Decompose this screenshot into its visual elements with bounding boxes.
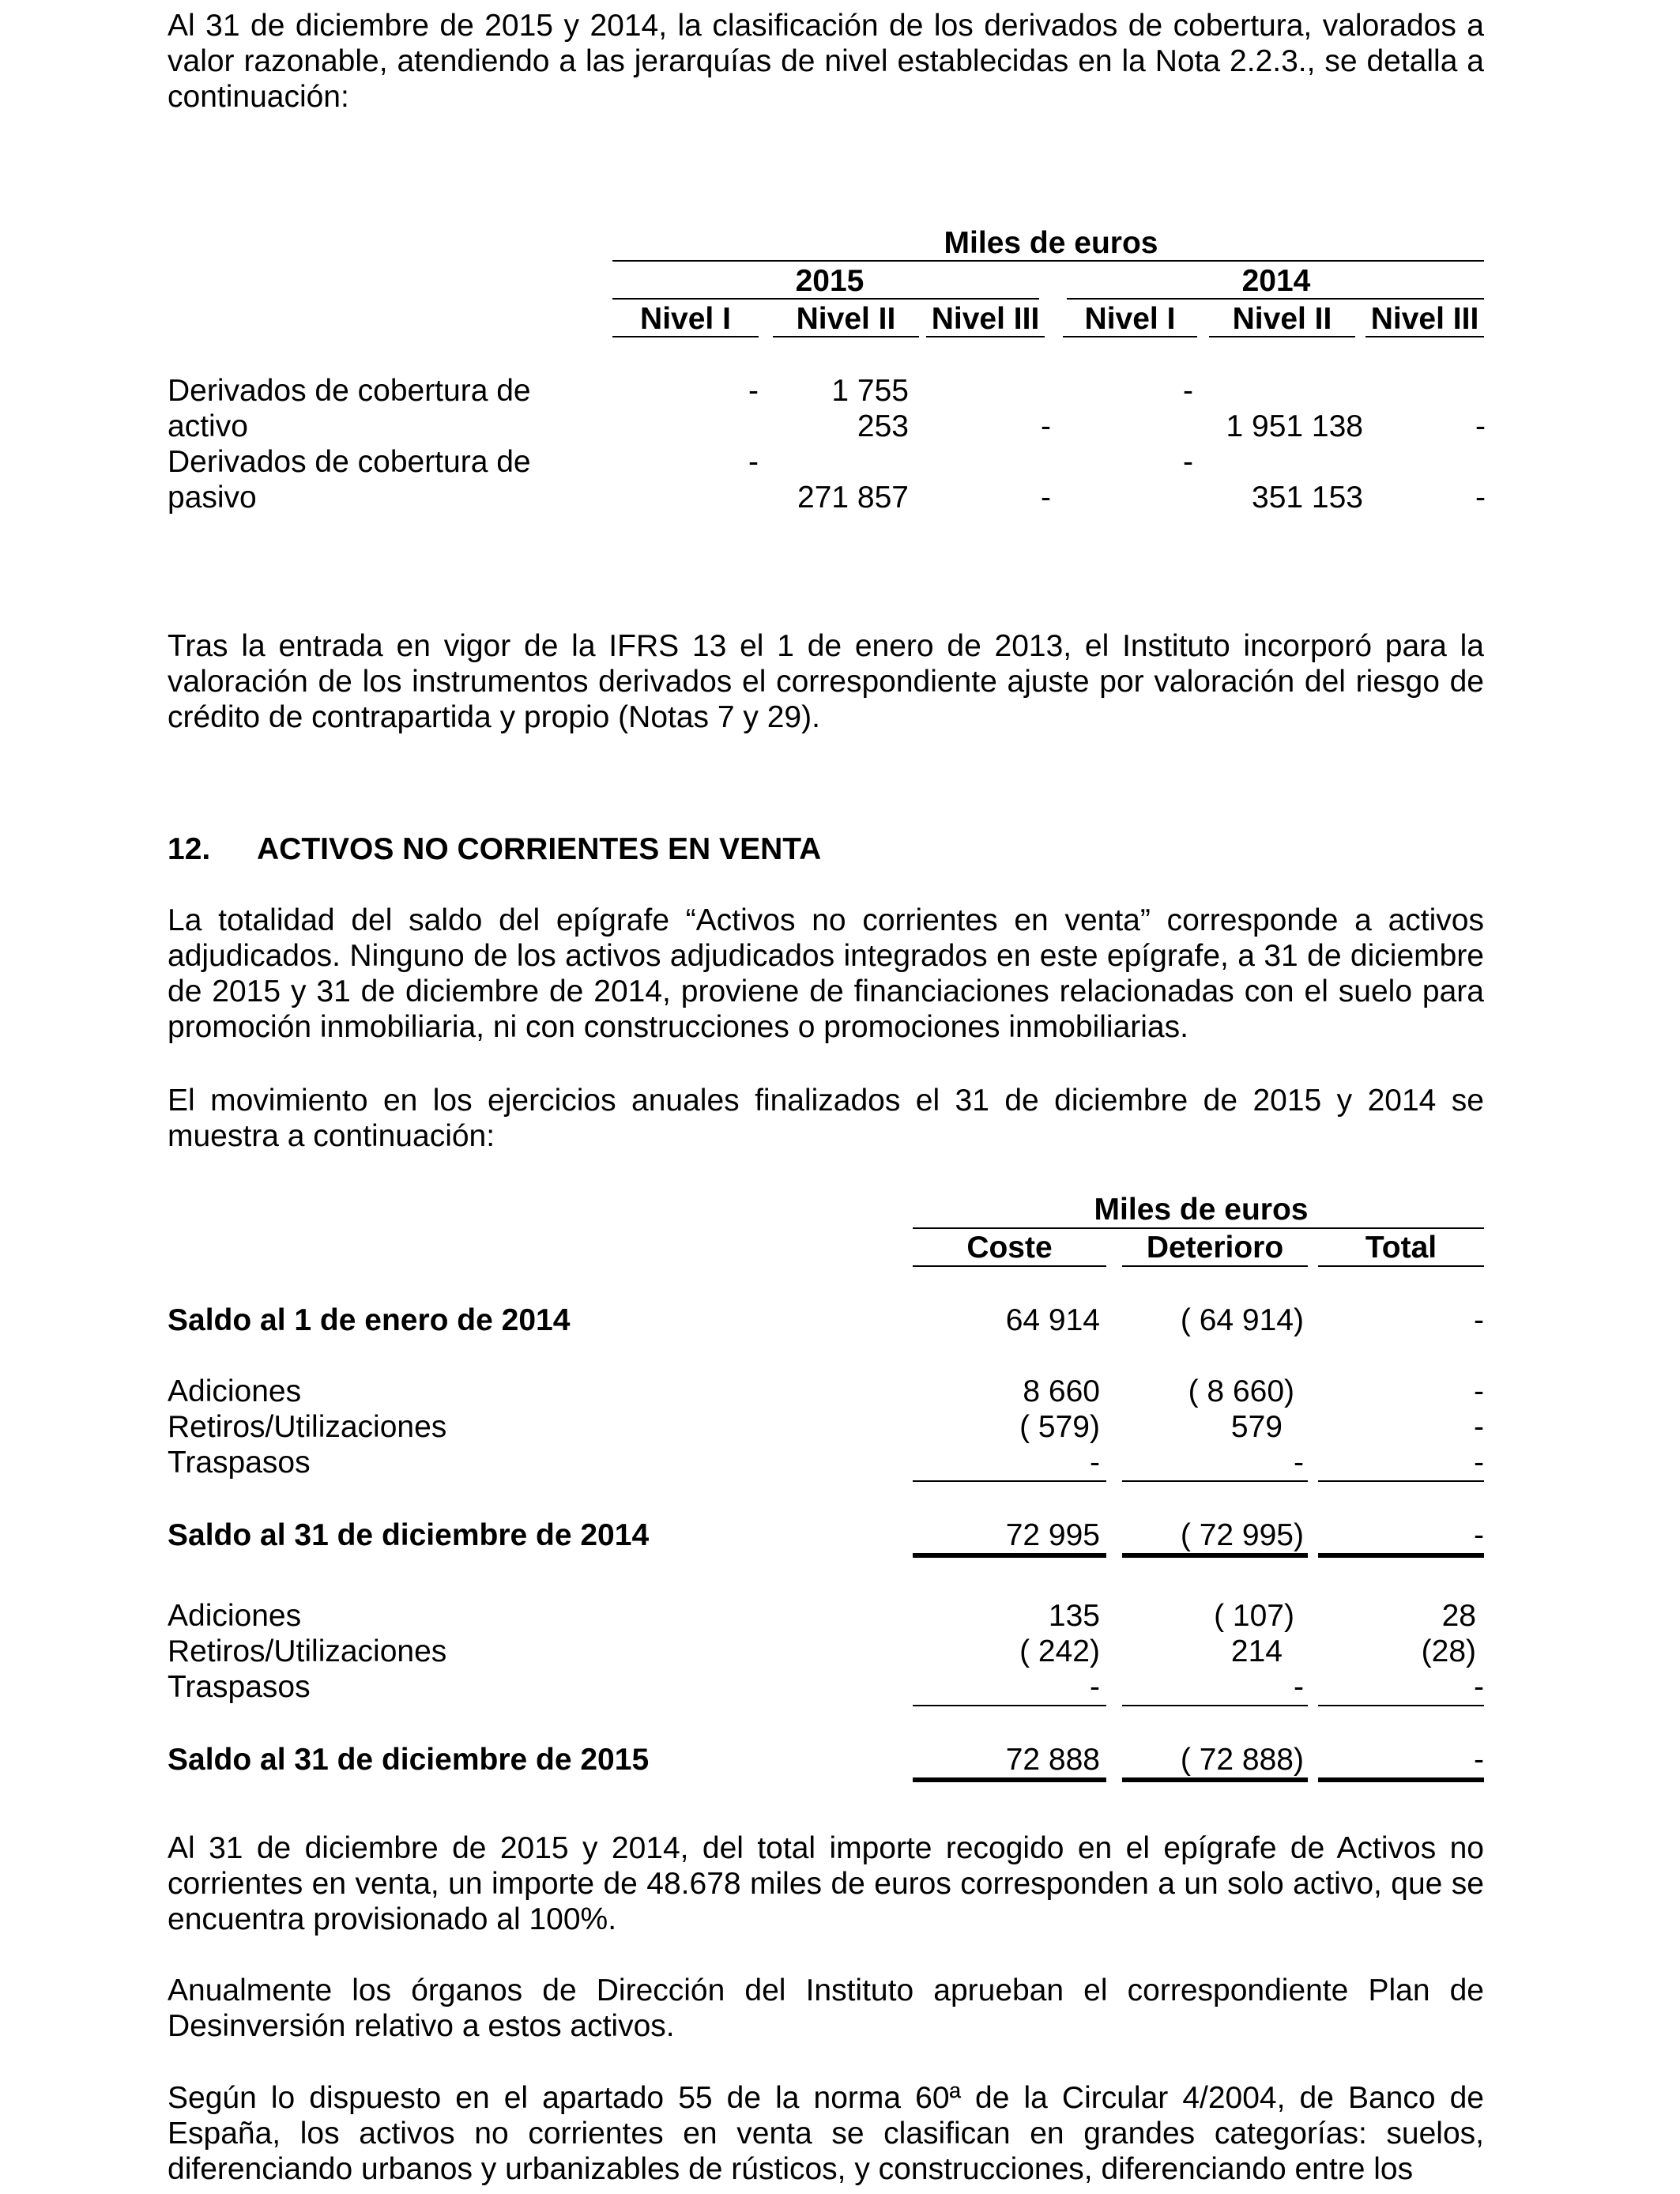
closing-paragraph: Anualmente los órganos de Dirección del Instituto aprueban el correspondiente Plan de Desinversión relativo a estos activos.: [168, 1973, 1484, 2043]
table1-col-header: Nivel III: [1370, 302, 1479, 336]
table1-header-rule: [773, 336, 919, 337]
closing-paragraph: Al 31 de diciembre de 2015 y 2014, del total importe recogido en el epígrafe de Activos no corrientes en venta, un importe de 48.678 miles de euros corresponden a un solo activo, que se encuentra provisionado al 100%.: [168, 1831, 1484, 1936]
table2-cell: 135: [1048, 1599, 1100, 1633]
table1-row-label: activo: [168, 409, 248, 443]
table2-header-rule: [1122, 1265, 1308, 1267]
table2-row-label: Saldo al 31 de diciembre de 2014: [168, 1518, 650, 1552]
table2-cell: -: [1474, 1518, 1484, 1552]
table2-col-header: Total: [1365, 1231, 1437, 1265]
table2-cell: ( 64 914): [1180, 1303, 1304, 1337]
total-double-rule: [1122, 1777, 1308, 1782]
table1-col-header: Nivel I: [1084, 302, 1176, 336]
table1-header-rule: [612, 336, 759, 337]
subtotal-rule: [1318, 1705, 1484, 1706]
table1-col-header: Nivel II: [796, 302, 896, 336]
table1-row-label: Derivados de cobertura de: [168, 374, 531, 408]
table2-title-rule: [913, 1227, 1484, 1229]
table2-cell: ( 242): [1019, 1634, 1100, 1668]
subtotal-rule: [1122, 1480, 1308, 1482]
table2-cell: -: [1474, 1670, 1484, 1704]
total-double-rule: [1318, 1777, 1484, 1782]
table1-year-2014: 2014: [1241, 264, 1311, 298]
table1-col-header: Nivel I: [640, 302, 731, 336]
table2-cell: (28): [1421, 1634, 1476, 1668]
table2-cell: -: [1474, 1743, 1484, 1777]
table2-row-label: Traspasos: [168, 1446, 311, 1480]
table2-cell: 28: [1441, 1599, 1476, 1633]
intro-paragraph: Al 31 de diciembre de 2015 y 2014, la clasificación de los derivados de cobertura, valorados a valor razonable, atendiendo a las jerarquías de nivel establecidas en la Nota 2.2.3., se detalla a continuación:: [168, 9, 1484, 114]
table2-cell: -: [1474, 1374, 1484, 1408]
table2-col-header: Deterioro: [1146, 1231, 1284, 1265]
table1-cell: 1 951 138: [1226, 409, 1363, 443]
table2-row-label: Retiros/Utilizaciones: [168, 1634, 447, 1668]
table2-row-label: Adiciones: [168, 1374, 302, 1408]
table1-cell: -: [1475, 481, 1486, 515]
subtotal-rule: [1122, 1705, 1308, 1706]
table1-cell: -: [1183, 445, 1193, 479]
table1-cell: -: [1041, 409, 1051, 443]
table2-cell: 64 914: [1005, 1303, 1100, 1337]
table1-title-rule: [612, 260, 1484, 262]
total-double-rule: [1318, 1553, 1484, 1558]
table1-cell: -: [748, 445, 759, 479]
table1-col-header: Nivel II: [1232, 302, 1332, 336]
table2-cell: 72 888: [1005, 1743, 1100, 1777]
table2-row-label: Saldo al 31 de diciembre de 2015: [168, 1743, 650, 1777]
table1-col-header: Nivel III: [931, 302, 1040, 336]
ifrs-paragraph: Tras la entrada en vigor de la IFRS 13 el 1 de enero de 2013, el Instituto incorporó para la valoración de los instrumentos derivados el correspondiente ajuste por valoración del riesgo de crédito de contrapartida y propio (Notas 7 y 29).: [168, 629, 1484, 734]
table2-cell: -: [1474, 1446, 1484, 1480]
table2-title: Miles de euros: [1094, 1193, 1309, 1227]
section-paragraph: El movimiento en los ejercicios anuales finalizados el 31 de diciembre de 2015 y 2014 se muestra a continuación:: [168, 1084, 1484, 1153]
table1-header-rule: [1365, 336, 1484, 337]
table2-cell: 579: [1230, 1410, 1283, 1444]
table1-row-label: pasivo: [168, 481, 257, 515]
section-paragraph: La totalidad del saldo del epígrafe “Activos no corrientes en venta” corresponde a activos adjudicados. Ninguno de los activos adjudicados integrados en este epígrafe, a 31 de diciembre de 2015 y 31 de diciembre de 2014, proviene de financiaciones relacionadas con el suelo para promoción inmobiliaria, ni con construcciones o promociones inmobiliarias.: [168, 903, 1484, 1044]
table2-cell: -: [1294, 1446, 1304, 1480]
section-number: 12.: [168, 832, 211, 866]
table1-row-label: Derivados de cobertura de: [168, 445, 531, 479]
table2-cell: -: [1474, 1303, 1484, 1337]
table2-row-label: Saldo al 1 de enero de 2014: [168, 1303, 571, 1337]
table1-cell: -: [1041, 481, 1051, 515]
table2-cell: -: [1474, 1410, 1484, 1444]
total-double-rule: [913, 1777, 1106, 1782]
table1-2014-rule: [1067, 298, 1484, 300]
table1-title: Miles de euros: [944, 226, 1158, 260]
table1-cell: -: [1183, 374, 1193, 408]
table1-cell: -: [1475, 409, 1486, 443]
table2-row-label: Retiros/Utilizaciones: [168, 1410, 447, 1444]
table1-2015-rule: [612, 298, 1039, 300]
table2-cell: -: [1294, 1670, 1304, 1704]
total-double-rule: [913, 1553, 1106, 1558]
table2-col-header: Coste: [966, 1231, 1053, 1265]
table2-row-label: Traspasos: [168, 1670, 311, 1704]
table1-cell: 1 755: [831, 374, 909, 408]
table1-cell: 271 857: [797, 481, 909, 515]
table2-cell: ( 107): [1214, 1599, 1294, 1633]
subtotal-rule: [1318, 1480, 1484, 1482]
table1-header-rule: [1209, 336, 1355, 337]
table2-cell: ( 8 660): [1188, 1374, 1294, 1408]
table2-row-label: Adiciones: [168, 1599, 302, 1633]
table1-header-rule: [1063, 336, 1197, 337]
table2-cell: ( 72 995): [1180, 1518, 1304, 1552]
table1-cell: 351 153: [1252, 481, 1363, 515]
table1-cell: 253: [857, 409, 909, 443]
table2-cell: 214: [1230, 1634, 1283, 1668]
table2-cell: -: [1090, 1446, 1100, 1480]
table1-cell: -: [748, 374, 759, 408]
table2-header-rule: [1318, 1265, 1484, 1267]
table2-cell: 72 995: [1005, 1518, 1100, 1552]
subtotal-rule: [913, 1480, 1106, 1482]
table2-cell: ( 579): [1019, 1410, 1100, 1444]
closing-paragraph: Según lo dispuesto en el apartado 55 de la norma 60ª de la Circular 4/2004, de Banco de España, los activos no corrientes en venta se clasifican en grandes categorías: suelos, diferenciando urbanos y urbanizables de rústicos, y construcciones, diferenciando entre los: [168, 2081, 1484, 2186]
section-title: ACTIVOS NO CORRIENTES EN VENTA: [257, 832, 822, 866]
total-double-rule: [1122, 1553, 1308, 1558]
subtotal-rule: [913, 1705, 1106, 1706]
table1-header-rule: [926, 336, 1045, 337]
table1-year-2015: 2015: [795, 264, 864, 298]
table2-header-rule: [913, 1265, 1106, 1267]
table2-cell: ( 72 888): [1180, 1743, 1304, 1777]
table2-cell: 8 660: [1023, 1374, 1100, 1408]
table2-cell: -: [1090, 1670, 1100, 1704]
